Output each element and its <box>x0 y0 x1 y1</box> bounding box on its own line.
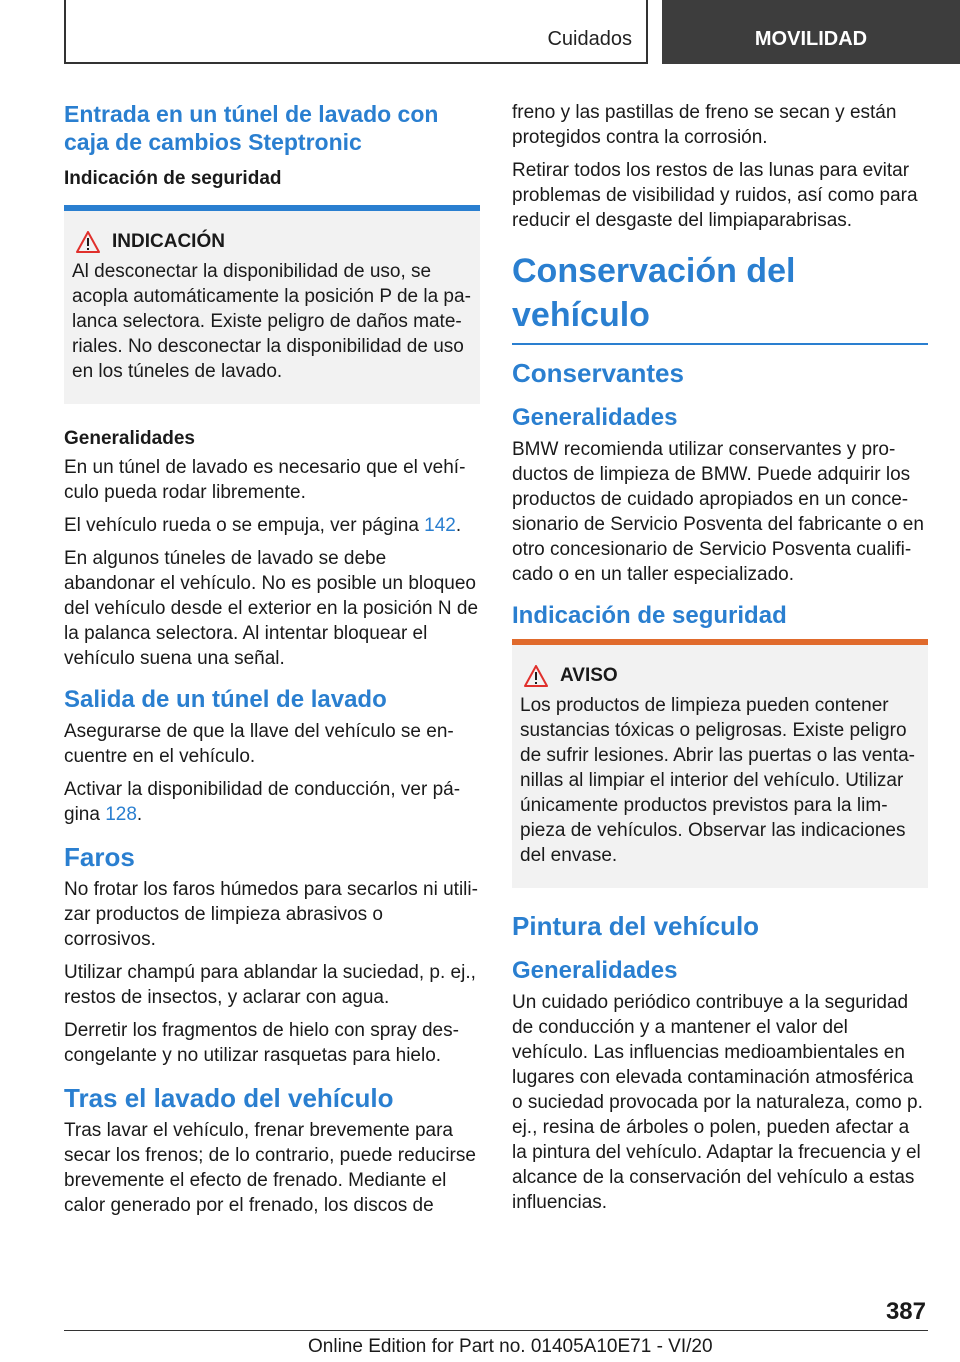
page-link-142[interactable]: 142 <box>424 515 456 536</box>
paragraph: No frotar los faros húmedos para secarlos ni utilizar productos de limpieza abrasivos o corrosivos. <box>64 879 478 950</box>
paint-heading: Pintura del vehículo <box>512 911 760 941</box>
warning-icon <box>524 665 548 687</box>
notice-box <box>64 205 480 404</box>
safety-label: Indicación de seguridad <box>64 168 282 189</box>
paragraph: En un túnel de lavado es necesario que el vehículo pueda rodar libremente. <box>64 457 466 503</box>
paragraph: Tras lavar el vehículo, frenar brevemente para secar los frenos; de lo contrario, puede reducirse brevemente el efecto de frenado. Mediante el calor generado por el frenado, los discos de <box>64 1120 476 1216</box>
generalidades-heading: Generalidades <box>512 957 678 984</box>
section-tab <box>64 0 648 64</box>
footer-divider <box>64 1330 928 1331</box>
paragraph-with-link <box>64 777 480 827</box>
page-number: 387 <box>885 1298 926 1325</box>
notice-title <box>72 231 472 253</box>
paragraph: freno y las pastillas de freno se secan y están protegidos contra la corrosión. <box>512 102 897 148</box>
paragraph: BMW recomienda utilizar conservantes y productos de limpieza de BMW. Puede adquirir los productos de cuidado apropiados en un concesionario de Servicio Posventa del fabricante o en otro concesionario de Servicio Posventa cualificado o en un taller especializado. <box>512 439 924 585</box>
paragraph-with-link <box>64 513 480 538</box>
paragraph: Un cuidado periódico contribuye a la seguridad de conducción y a mantener el valor del vehículo. Las influencias medioambientales en lugares con elevada contaminación atmosférica o suciedad provocada por la naturaleza, como p. ej., resina de árboles o polen, pueden afectar a la pintura del vehículo. Adaptar la frecuencia y el alcance de la conservación del vehículo a estas influencias. <box>512 992 923 1213</box>
paragraph: Utilizar champú para ablandar la suciedad, p. ej., restos de insectos, y aclarar con agua. <box>64 962 476 1008</box>
warning-title <box>520 665 920 687</box>
warning-title-text: AVISO <box>560 665 618 686</box>
section-title: Cuidados <box>547 28 632 50</box>
paragraph: En algunos túneles de lavado se debe abandonar el vehículo. No es posible un bloqueo del vehículo desde el exterior en la posición N de la palanca selectora. Al intentar bloquear el vehículo suena una señal. <box>64 548 479 669</box>
paragraph: Retirar todos los restos de las lunas para evitar problemas de visibilidad y ruidos, así como para reducir el desgaste del limpiaparabrisas. <box>512 160 918 231</box>
paragraph: Asegurarse de que la llave del vehículo se encuentre en el vehículo. <box>64 721 454 767</box>
general-label: Generalidades <box>64 428 195 449</box>
conservantes-heading: Conservantes <box>512 358 684 388</box>
text-span: Activar la disponibilidad de conducción, ver página <box>64 779 461 825</box>
paragraph: Derretir los fragmentos de hielo con spray descongelante y no utilizar rasquetas para hielo. <box>64 1020 459 1066</box>
main-heading: Conservación del vehículo <box>512 249 928 345</box>
left-column <box>64 100 480 1226</box>
warning-text: Los productos de limpieza pueden contener sustancias tóxicas o peligrosas. Existe peligro de sufrir lesiones. Abrir las puertas o las ventanillas al limpiar el interior del vehículo. Utilizar únicamente productos previstos para la limpieza de vehículos. Observar las indicaciones del envase. <box>520 695 915 866</box>
text-span: . <box>455 515 462 536</box>
notice-title-text: INDICACIÓN <box>112 231 225 252</box>
notice-text: Al desconectar la disponibilidad de uso, se acopla automáticamente la posición P de la palanca selectora. Existe peligro de daños materiales. No desconectar la disponibilidad de uso en los túneles de lavado. <box>72 261 471 382</box>
page-link-128[interactable]: 128 <box>105 804 137 825</box>
after-wash-heading: Tras el lavado del vehículo <box>64 1083 394 1113</box>
page-header <box>0 0 960 66</box>
chapter-tab: MOVILIDAD <box>662 0 960 64</box>
faros-heading: Faros <box>64 842 135 872</box>
generalidades-heading: Generalidades <box>512 404 678 431</box>
safety-heading: Indicación de seguridad <box>512 602 787 629</box>
text-span: El vehículo rueda o se empuja, ver página <box>64 515 425 536</box>
text-span: . <box>136 804 143 825</box>
warning-box <box>512 639 928 888</box>
warning-icon <box>76 231 100 253</box>
right-column <box>512 100 928 1223</box>
steptronic-heading: Entrada en un túnel de lavado con caja de cambios Steptronic <box>64 101 439 155</box>
exit-heading: Salida de un túnel de lavado <box>64 686 387 713</box>
edition-text: Online Edition for Part no. 01405A10E71 - VI/20 <box>308 1336 713 1357</box>
